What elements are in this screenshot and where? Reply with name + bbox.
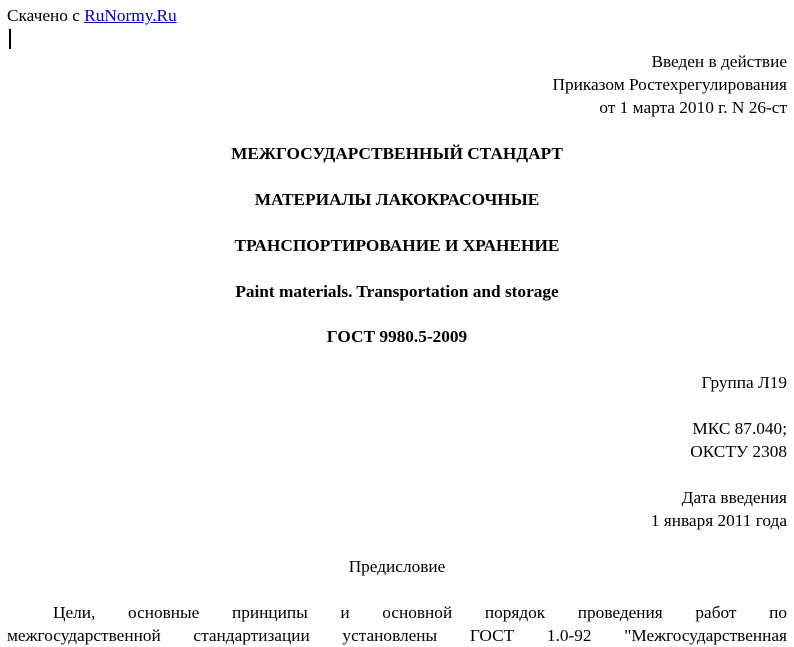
source-prefix: Скачено с: [7, 6, 85, 25]
enactment-line-2: Приказом Ростехрегулирования: [552, 75, 787, 94]
introduction-date-label: Дата введения: [681, 488, 787, 507]
runormy-link[interactable]: RuNormy.Ru: [84, 6, 177, 25]
foreword-heading: Предисловие: [348, 557, 446, 576]
title-english: Paint materials. Transportation and storage: [235, 282, 559, 301]
enactment-line-3: от 1 марта 2010 г. N 26-ст: [599, 98, 787, 117]
title-line-1: МАТЕРИАЛЫ ЛАКОКРАСОЧНЫЕ: [254, 190, 540, 209]
enactment-line-1: Введен в действие: [651, 52, 787, 71]
text-cursor: [9, 29, 11, 49]
foreword-paragraph-line-1: Цели, основные принципы и основной порядок проведения работ по: [53, 603, 787, 622]
foreword-paragraph-line-2: межгосударственной стандартизации установлены ГОСТ 1.0-92 "Межгосударственная: [7, 626, 787, 645]
standard-type-heading: МЕЖГОСУДАРСТВЕННЫЙ СТАНДАРТ: [231, 144, 563, 163]
group-label: Группа Л19: [701, 373, 787, 392]
mks-code: МКС 87.040;: [692, 419, 787, 438]
okstu-code: ОКСТУ 2308: [690, 442, 787, 461]
standard-code: ГОСТ 9980.5-2009: [326, 327, 468, 346]
title-line-2: ТРАНСПОРТИРОВАНИЕ И ХРАНЕНИЕ: [234, 236, 560, 255]
introduction-date-value: 1 января 2011 года: [650, 511, 787, 530]
source-line: [7, 5, 177, 27]
